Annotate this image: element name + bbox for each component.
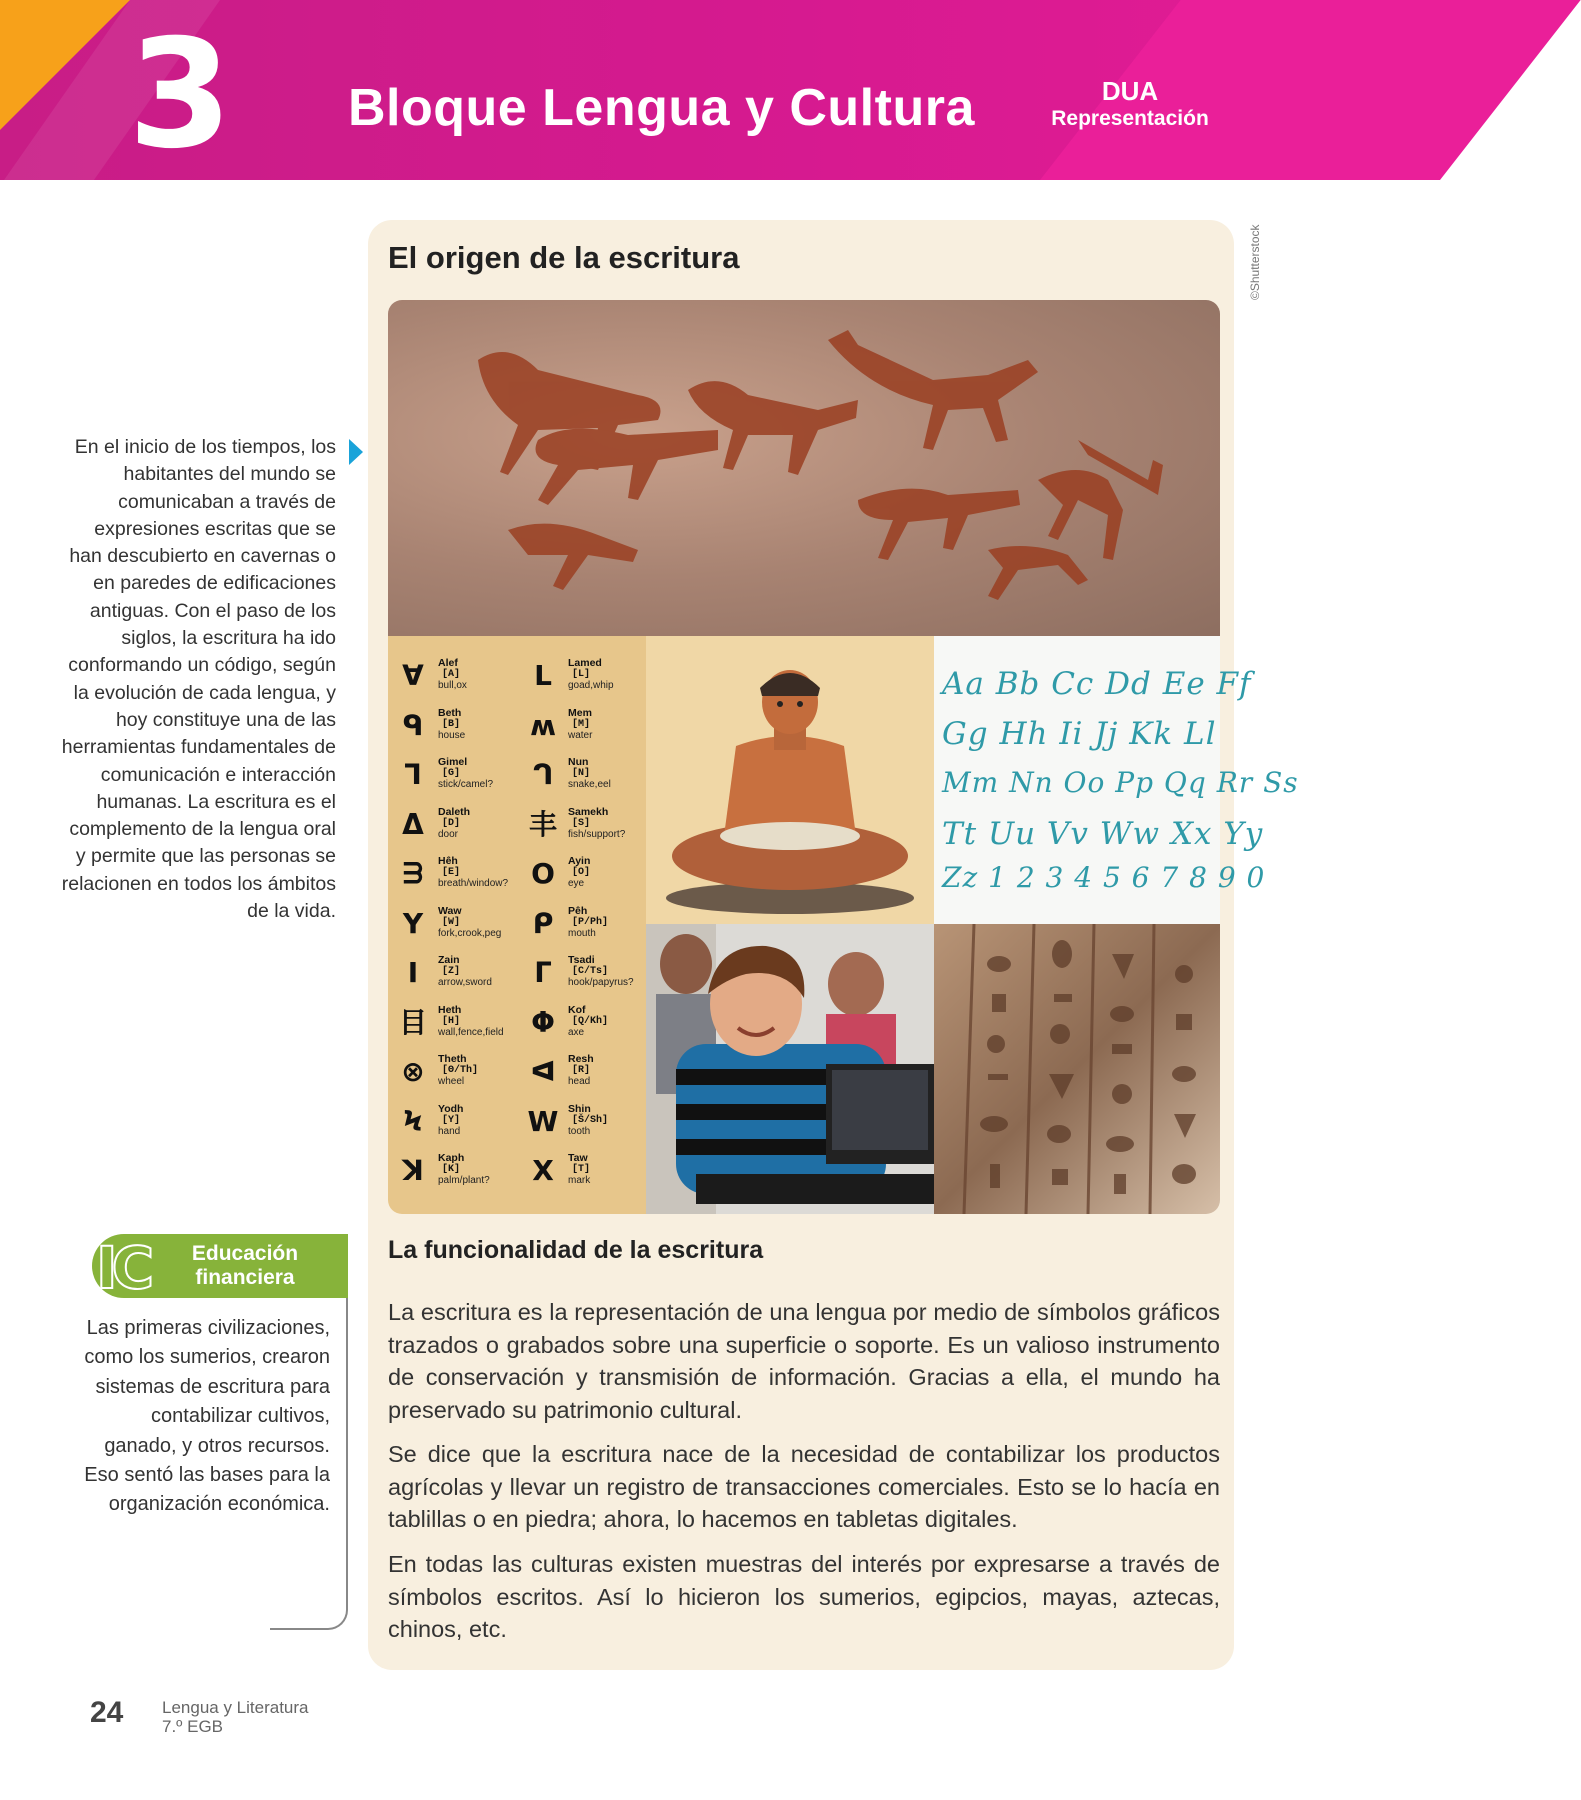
alphabet-column-2 — [526, 658, 654, 1203]
alphabet-transliteration: [R] — [572, 1065, 591, 1076]
alphabet-column-1 — [396, 658, 524, 1203]
financial-title-line1: Educación — [191, 1242, 299, 1265]
boy-at-computer-image — [646, 924, 934, 1214]
alphabet-glyph: ᗱ — [402, 857, 424, 890]
alphabet-meaning: hand — [438, 1125, 461, 1137]
alphabet-meaning: hook/papyrus? — [568, 977, 634, 988]
alphabet-entry — [526, 1153, 654, 1203]
handwriting-line: Aa Bb Cc Dd Ee Ff — [942, 666, 1252, 702]
alphabet-meaning: mouth — [568, 927, 596, 939]
chapter-header — [0, 0, 1350, 180]
alphabet-transliteration: [C/Ts] — [572, 966, 609, 977]
alphabet-glyph: X — [532, 1154, 554, 1187]
handwriting-alphabet-image — [934, 636, 1299, 924]
alphabet-entry — [396, 757, 524, 807]
alphabet-transliteration: [T] — [572, 1164, 591, 1175]
alphabet-glyph: ᑫ — [402, 708, 424, 742]
alphabet-meaning: eye — [568, 878, 585, 889]
alphabet-meaning: fish/support? — [568, 828, 626, 840]
alphabet-glyph: ꓘ — [402, 1154, 424, 1187]
dua-sublabel: Representación — [1051, 107, 1209, 130]
alphabet-entry — [396, 1054, 524, 1104]
alphabet-entry — [526, 1005, 654, 1055]
alphabet-entry — [396, 807, 524, 857]
ic-logo-icon: IC — [96, 1234, 149, 1302]
play-arrow-icon — [349, 439, 363, 465]
alphabet-meaning: axe — [568, 1026, 585, 1038]
section-paragraph: La escritura es la representación de una lengua por medio de símbolos gráficos trazados o grabados sobre una superficie o soporte. Es un valioso instrumento de conservación y transmisión de información. Gracias a ella, el mundo ha preservado su patrimonio cultural. — [388, 1299, 1220, 1423]
section-title: La funcionalidad de la escritura — [388, 1236, 764, 1264]
alphabet-letter-name: Hêh — [438, 855, 458, 867]
alphabet-transliteration: [G] — [442, 768, 461, 779]
alphabet-entry — [396, 955, 524, 1005]
alphabet-letter-name: Heth — [438, 1003, 462, 1016]
handwriting-line: Zz 1 2 3 4 5 6 7 8 9 0 — [942, 861, 1266, 894]
alphabet-glyph: 目 — [398, 1005, 427, 1039]
page-number: 24 — [90, 1696, 124, 1729]
alphabet-entry — [396, 906, 524, 956]
alphabet-glyph: ∀ — [402, 659, 424, 692]
cave-painting-image — [388, 300, 1220, 636]
alphabet-meaning: goad,whip — [568, 680, 614, 691]
alphabet-glyph: I — [407, 956, 419, 989]
alphabet-meaning: wall,fence,field — [438, 1026, 504, 1038]
sidebar-intro-text: En el inicio de los tiempos, los habitantes del mundo se comunicaban a través de expresiones escritas que se han descubierto en cavernas o en paredes de edificaciones antiguas. Con el paso de los siglos, la escritura ha ido conformando un código, según la evolución de cada lengua, y hoy constituye una de las herramientas fundamentales de comunicación e interacción humanas. La escritura es el complemento de la lengua oral y permite que las personas se relacionen en todos los ámbitos de la vida. — [61, 436, 336, 923]
alphabet-entry — [526, 955, 654, 1005]
chapter-title: Bloque Lengua y Cultura — [348, 79, 975, 137]
alphabet-transliteration: [K] — [442, 1164, 461, 1175]
alphabet-glyph: Δ — [402, 807, 424, 841]
alphabet-entry — [526, 757, 654, 807]
alphabet-entry — [396, 708, 524, 758]
alphabet-letter-name: Kaph — [438, 1152, 465, 1164]
panel-title: El origen de la escritura — [388, 240, 740, 275]
alphabet-glyph: 丰 — [528, 807, 557, 841]
alphabet-entry — [526, 708, 654, 758]
alphabet-transliteration: [Š/Sh] — [572, 1114, 609, 1126]
alphabet-transliteration: [E] — [442, 867, 461, 878]
alphabet-meaning: door — [438, 828, 459, 840]
alphabet-entry — [396, 856, 524, 906]
alphabet-transliteration: [H] — [442, 1015, 461, 1027]
alphabet-transliteration: [Θ/Th] — [442, 1065, 479, 1076]
alphabet-letter-name: Samekh — [568, 805, 609, 818]
handwriting-line: Tt Uu Vv Ww Xx Yy — [942, 816, 1264, 852]
alphabet-meaning: head — [568, 1076, 591, 1087]
alphabet-transliteration: [W] — [442, 916, 461, 928]
alphabet-letter-name: Beth — [438, 706, 462, 719]
dua-label: DUA — [1101, 76, 1159, 106]
alphabet-letter-name: Zain — [438, 954, 460, 966]
alphabet-glyph: L — [534, 659, 552, 692]
alphabet-entry — [526, 658, 654, 708]
alphabet-meaning: arrow,sword — [438, 977, 492, 988]
alphabet-letter-name: Gimel — [438, 756, 468, 768]
chapter-number: 3 — [128, 8, 233, 182]
alphabet-transliteration: [B] — [442, 718, 461, 730]
alphabet-entry — [396, 1104, 524, 1154]
alphabet-glyph: W — [527, 1104, 559, 1138]
alphabet-letter-name: Tsadi — [568, 954, 595, 966]
alphabet-meaning: snake,eel — [568, 779, 611, 790]
footer-grade: 7.º EGB — [162, 1717, 224, 1736]
alphabet-glyph: ᒉ — [532, 758, 554, 791]
dua-badge — [1040, 76, 1220, 132]
alphabet-letter-name: Daleth — [438, 805, 471, 818]
alphabet-meaning: tooth — [568, 1125, 591, 1137]
alphabet-transliteration: [Q/Kh] — [572, 1015, 609, 1027]
alphabet-glyph: Φ — [531, 1005, 555, 1039]
alphabet-transliteration: [Z] — [442, 966, 461, 977]
alphabet-meaning: water — [568, 729, 593, 741]
alphabet-entry — [526, 906, 654, 956]
alphabet-letter-name: Shin — [568, 1102, 591, 1115]
alphabet-letter-name: Nun — [568, 756, 589, 768]
alphabet-transliteration: [P/Ph] — [572, 916, 609, 928]
alphabet-entry — [526, 807, 654, 857]
alphabet-meaning: mark — [568, 1175, 591, 1186]
alphabet-glyph: ᒣ — [404, 758, 422, 791]
alphabet-meaning: house — [438, 729, 466, 741]
alphabet-glyph: ⊗ — [401, 1055, 425, 1088]
alphabet-meaning: wheel — [438, 1076, 465, 1087]
alphabet-entry — [396, 1153, 524, 1203]
alphabet-transliteration: [S] — [572, 817, 591, 829]
hieroglyphs-image — [934, 924, 1220, 1214]
handwriting-line: Gg Hh Ii Jj Kk Ll — [942, 716, 1217, 752]
handwriting-line: Mm Nn Oo Pp Qq Rr Ss — [942, 766, 1299, 799]
photo-credit: ©Shutterstock — [1248, 224, 1262, 300]
alphabet-letter-name: Theth — [438, 1053, 467, 1065]
scribe-statue-image — [646, 636, 934, 924]
alphabet-letter-name: Resh — [568, 1053, 594, 1065]
alphabet-letter-name: Taw — [568, 1152, 588, 1164]
alphabet-transliteration: [L] — [572, 669, 591, 680]
alphabet-glyph: ᑭ — [532, 906, 554, 940]
alphabet-glyph: ᐊ — [530, 1055, 556, 1088]
section-paragraph: En todas las culturas existen muestras del interés por expresarse a través de símbolos escritos. Así lo hicieron los sumerios, egipcios, mayas, aztecas, chinos, etc. — [388, 1551, 1220, 1642]
section-paragraph: Se dice que la escritura nace de la necesidad de contabilizar los productos agrícolas y llevar un registro de transacciones comerciales. Esto se lo hacía en tablillas o en piedra; ahora, lo hacemos en tabletas digitales. — [388, 1441, 1220, 1532]
alphabet-transliteration: [N] — [572, 768, 591, 779]
alphabet-letter-name: Waw — [438, 904, 462, 917]
financial-education-text: Las primeras civilizaciones, como los sumerios, crearon sistemas de escritura para contabilizar cultivos, ganado, y otros recursos. Eso sentó las bases para la organización económica. — [84, 1317, 330, 1516]
alphabet-transliteration: [O] — [572, 867, 591, 878]
alphabet-glyph: Ϟ — [403, 1104, 423, 1138]
alphabet-letter-name: Kof — [568, 1003, 586, 1016]
alphabet-entry — [396, 658, 524, 708]
alphabet-meaning: stick/camel? — [438, 779, 494, 790]
alphabet-entry — [526, 1104, 654, 1154]
alphabet-glyph: ᒥ — [534, 956, 552, 989]
alphabet-letter-name: Pêh — [568, 904, 588, 917]
alphabet-transliteration: [M] — [572, 718, 591, 730]
alphabet-transliteration: [D] — [442, 817, 461, 829]
alphabet-meaning: bull,ox — [438, 680, 467, 691]
alphabet-letter-name: Ayin — [568, 855, 591, 867]
financial-title-line2: financiera — [195, 1266, 295, 1289]
alphabet-glyph: O — [531, 857, 555, 890]
alphabet-glyph: Y — [402, 906, 424, 940]
alphabet-transliteration: [Y] — [442, 1114, 461, 1126]
alphabet-transliteration: [A] — [442, 669, 461, 680]
alphabet-letter-name: Lamed — [568, 657, 602, 669]
footer-subject: Lengua y Literatura — [162, 1698, 309, 1717]
alphabet-letter-name: Alef — [438, 657, 458, 669]
alphabet-entry — [526, 856, 654, 906]
alphabet-entry — [526, 1054, 654, 1104]
financial-education-title — [172, 1242, 318, 1290]
alphabet-letter-name: Yodh — [438, 1102, 464, 1115]
alphabet-entry — [396, 1005, 524, 1055]
phoenician-alphabet-chart — [388, 636, 646, 1214]
alphabet-meaning: palm/plant? — [438, 1175, 490, 1186]
alphabet-meaning: fork,crook,peg — [438, 927, 502, 939]
alphabet-meaning: breath/window? — [438, 878, 509, 889]
alphabet-glyph: ʍ — [530, 708, 556, 742]
alphabet-letter-name: Mem — [568, 706, 592, 719]
